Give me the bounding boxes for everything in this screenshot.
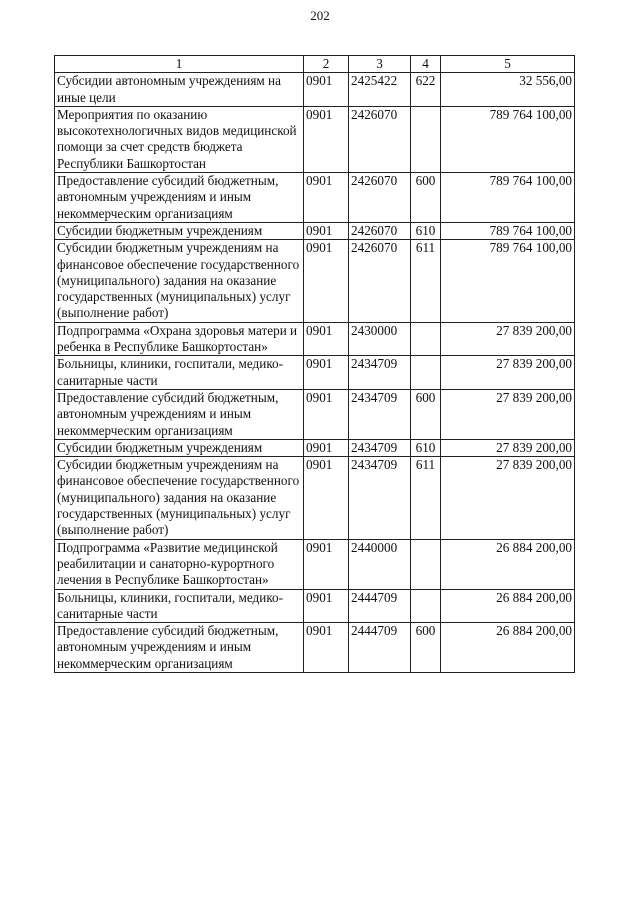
- row-amount: 27 839 200,00: [441, 356, 575, 390]
- table-row: [55, 389, 575, 439]
- row-section-code: 0901: [304, 539, 349, 589]
- table-row: [55, 173, 575, 223]
- row-target-code: 2440000: [349, 539, 411, 589]
- table-row: [55, 539, 575, 589]
- table-row: [55, 222, 575, 239]
- row-type-code: 600: [411, 623, 441, 673]
- table-row: [55, 589, 575, 623]
- row-target-code: 2444709: [349, 589, 411, 623]
- row-amount: 26 884 200,00: [441, 539, 575, 589]
- table-row: [55, 623, 575, 673]
- row-section-code: 0901: [304, 439, 349, 456]
- row-type-code: [411, 356, 441, 390]
- table-row: [55, 322, 575, 356]
- header-col-4: 4: [411, 56, 441, 73]
- table-header: [55, 56, 575, 73]
- row-section-code: 0901: [304, 240, 349, 322]
- row-section-code: 0901: [304, 173, 349, 223]
- row-type-code: 622: [411, 73, 441, 107]
- row-section-code: 0901: [304, 106, 349, 172]
- header-col-1: 1: [55, 56, 304, 73]
- row-amount: 789 764 100,00: [441, 106, 575, 172]
- row-target-code: 2434709: [349, 439, 411, 456]
- table-row: [55, 240, 575, 322]
- row-type-code: 610: [411, 222, 441, 239]
- row-section-code: 0901: [304, 457, 349, 539]
- row-type-code: 600: [411, 173, 441, 223]
- row-amount: 27 839 200,00: [441, 389, 575, 439]
- row-name: Субсидии бюджетным учреждениям на финансовое обеспечение государственного (муниципального) задания на оказание государственных (муниципальных) услуг (выполнение работ): [55, 240, 304, 322]
- row-section-code: 0901: [304, 589, 349, 623]
- row-name: Мероприятия по оказанию высокотехнологичных видов медицинской помощи за счет средств бюджета Республики Башкортостан: [55, 106, 304, 172]
- row-section-code: 0901: [304, 356, 349, 390]
- row-amount: 27 839 200,00: [441, 322, 575, 356]
- header-col-3: 3: [349, 56, 411, 73]
- table-row: [55, 457, 575, 539]
- header-col-5: 5: [441, 56, 575, 73]
- table-body: [55, 73, 575, 673]
- table-row: [55, 356, 575, 390]
- row-name: Подпрограмма «Охрана здоровья матери и ребенка в Республике Башкортостан»: [55, 322, 304, 356]
- row-target-code: 2425422: [349, 73, 411, 107]
- row-amount: 32 556,00: [441, 73, 575, 107]
- row-amount: 26 884 200,00: [441, 589, 575, 623]
- row-section-code: 0901: [304, 623, 349, 673]
- row-section-code: 0901: [304, 73, 349, 107]
- row-name: Субсидии автономным учреждениям на иные цели: [55, 73, 304, 107]
- row-amount: 789 764 100,00: [441, 222, 575, 239]
- row-name: Больницы, клиники, госпитали, медико-санитарные части: [55, 589, 304, 623]
- row-section-code: 0901: [304, 389, 349, 439]
- row-type-code: [411, 589, 441, 623]
- page-number: 202: [310, 8, 330, 23]
- row-type-code: 600: [411, 389, 441, 439]
- row-section-code: 0901: [304, 322, 349, 356]
- table-row: [55, 73, 575, 107]
- header-row: [55, 56, 575, 73]
- row-amount: 26 884 200,00: [441, 623, 575, 673]
- row-type-code: 610: [411, 439, 441, 456]
- row-amount: 27 839 200,00: [441, 457, 575, 539]
- row-target-code: 2434709: [349, 356, 411, 390]
- row-target-code: 2426070: [349, 240, 411, 322]
- budget-table: [54, 55, 575, 673]
- row-type-code: 611: [411, 457, 441, 539]
- row-target-code: 2434709: [349, 389, 411, 439]
- row-name: Субсидии бюджетным учреждениям: [55, 439, 304, 456]
- row-amount: 789 764 100,00: [441, 240, 575, 322]
- row-type-code: [411, 539, 441, 589]
- table-row: [55, 439, 575, 456]
- row-target-code: 2434709: [349, 457, 411, 539]
- header-col-2: 2: [304, 56, 349, 73]
- row-type-code: [411, 106, 441, 172]
- row-name: Больницы, клиники, госпитали, медико-санитарные части: [55, 356, 304, 390]
- row-name: Предоставление субсидий бюджетным, автономным учреждениям и иным некоммерческим организациям: [55, 389, 304, 439]
- row-type-code: [411, 322, 441, 356]
- row-section-code: 0901: [304, 222, 349, 239]
- row-name: Предоставление субсидий бюджетным, автономным учреждениям и иным некоммерческим организациям: [55, 623, 304, 673]
- row-target-code: 2426070: [349, 173, 411, 223]
- row-type-code: 611: [411, 240, 441, 322]
- row-amount: 789 764 100,00: [441, 173, 575, 223]
- row-name: Предоставление субсидий бюджетным, автономным учреждениям и иным некоммерческим организациям: [55, 173, 304, 223]
- row-amount: 27 839 200,00: [441, 439, 575, 456]
- row-target-code: 2426070: [349, 106, 411, 172]
- row-target-code: 2444709: [349, 623, 411, 673]
- table-row: [55, 106, 575, 172]
- row-name: Субсидии бюджетным учреждениям на финансовое обеспечение государственного (муниципального) задания на оказание государственных (муниципальных) услуг (выполнение работ): [55, 457, 304, 539]
- row-name: Подпрограмма «Развитие медицинской реабилитации и санаторно-курортного лечения в Республике Башкортостан»: [55, 539, 304, 589]
- row-name: Субсидии бюджетным учреждениям: [55, 222, 304, 239]
- row-target-code: 2426070: [349, 222, 411, 239]
- row-target-code: 2430000: [349, 322, 411, 356]
